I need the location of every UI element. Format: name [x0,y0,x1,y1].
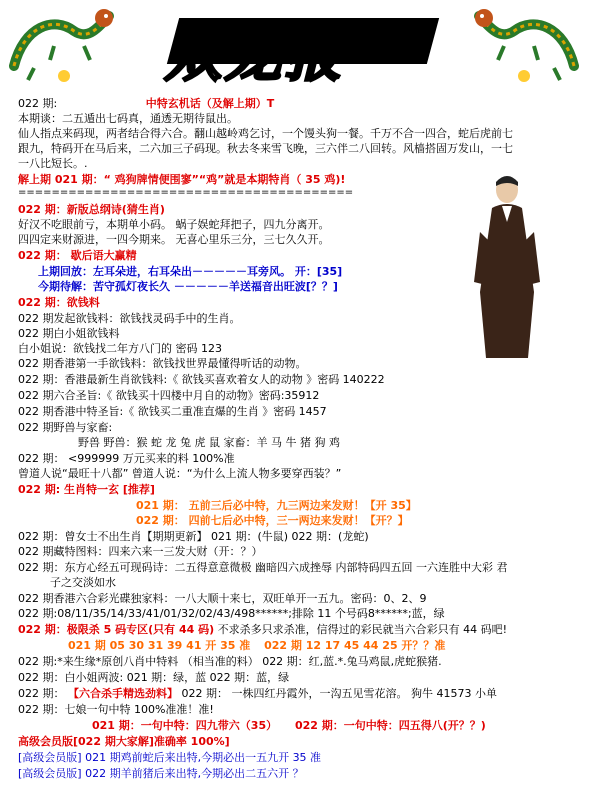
killer-section: 【六合杀手精选劲料】 [68,687,178,700]
line-8: 022 期：新版总纲诗(猜生肖) [18,203,165,216]
line-12 [38,264,342,279]
line-5: 一八比短长。. [18,157,88,170]
last-period-text: 上期回放：左耳朵进，右耳朵出－－－－－耳旁风。 [38,265,291,278]
line-26: 022 期: 生肖特一玄 [推荐] [18,483,155,496]
line-43: [高级会员版] 021 期鸡前蛇后来出特,今期必出一五九开 35 准 [18,751,322,764]
line-21: 022 期香港中特圣旨:《 欲钱买二重准直爆的生肖 》密码 1457 [18,405,327,418]
line-23: 野兽 野兽：猴 蛇 龙 兔 虎 鼠 家畜：羊 马 牛 猪 狗 鸡 [78,436,340,449]
line-39 [18,686,497,701]
line-2: 本期谈：二五遁出七码真，通透无期待鼠出。 [18,112,238,125]
line-14: 022 期：欲钱料 [18,296,100,309]
issue-label: 022 期: [18,97,58,110]
line-25: 曾道人说“最旺十八都” 曾道人说：“为什么上流人物多要穿西装？” [18,467,342,480]
line-16: 022 期白小姐欲钱料 [18,327,120,340]
line-38: 022 期：白小姐两波: 021 期：绿，蓝 022 期：蓝，绿 [18,671,290,684]
line-33: 022 期香港六合彩光碟独家料：一八大顺十来七，双旺单开一五九。密码：0、2、9 [18,592,427,605]
line-37: 022 期:*来生缘*原创八肖中特料 （相当准的料） 022 期：红,蓝.*.兔马鸡鼠,虎蛇猴猪. [18,655,442,668]
section-heading: 中特玄机话（及解上期）T [145,97,275,110]
line-24: 022 期： <999999 万元买来的料 100%准 [18,452,235,465]
line-10: 四四定来财源进，一四今期来。 无喜心里乐三分，三七久久开。 [18,233,330,246]
answer-text: 解上期 021 期：“ 鸡狗牌情便围寥”“鸡”就是本期特肖（ [18,173,302,186]
line-19: 022 期：香港最新生肖欲钱料:《 欲钱买喜欢着女人的动物 》密码 140222 [18,373,385,386]
line-30: 022 期藏特图料：四来六来一三发大财（开：？） [18,545,263,558]
answer-zodiac: 鸡)! [324,173,346,186]
line-42: 高级会员版[022 期大家解]准确率 100%] [18,735,230,748]
right-dragon-icon [474,6,584,86]
line-9: 好汉不吃眼前亏，本期单小码。 蜗子娱蛇拜把子，四九分离开。 [18,218,330,231]
line-27: 021 期： 五前三后必中特，九三两边来发财！【开 35】 [136,499,417,512]
line-15: 022 期发起欲钱料：欲钱找灵码手中的生肖。 [18,312,241,325]
line-22: 022 期野兽与家畜: [18,421,113,434]
page-title: 双龙报 [165,23,345,89]
separator: ======================================== [18,187,354,198]
issue-label: 022 期： [18,687,65,700]
answer-number: 35 [305,173,321,186]
line-32: 子之交淡如水 [50,576,116,589]
next-numbers: 022 期 12 17 45 44 25 开？？准 [264,639,446,652]
line-13: 今期待解：苦守孤灯夜长久 －－－－－羊送福音出旺波[？？] [38,280,338,293]
line-41 [92,718,486,733]
line-11: 022 期： 歇后语大赢精 [18,249,137,262]
line-18: 022 期香港第一手欲钱料：欲钱找世界最懂得听话的动物。 [18,357,307,370]
prev-numbers: 021 期 05 30 31 39 41 开 35 准 [68,639,251,652]
line-44: [高级会员版] 022 期羊前猪后来出特,今期必出二五六开 ？ [18,767,304,780]
next-one-liner: 022 期：一句中特：四五得八(开？？) [294,719,486,732]
line-20: 022 期六合圣旨:《 欲钱买十四楼中月自的动物》密码:35912 [18,389,320,402]
line-40: 022 期：七娘一句中特 100%准准！准! [18,703,214,716]
line-28: 022 期： 四前七后必中特，三一两边来发财！【开？】 [136,514,409,527]
line-35 [18,622,507,637]
line-34: 022 期:08/11/35/14/33/41/01/32/02/43/498******;排除 11 个号码8******;蓝，绿 [18,607,445,620]
line-3: 仙人指点来码现，两者结合得六合。翻山越岭鸡乞讨，一个馒头狗一餐。千万不合一四合，蛇后虎前七 [18,127,513,140]
line-31: 022 期：东方心经五可现码诗：二五得意意微极 幽暗四六成挫辱 内部特码四五回 一六连胜中大彩 君 [18,561,508,574]
line-29: 022 期：曾女士不出生肖【期期更新】 021 期：(牛鼠) 022 期：(龙蛇) [18,530,369,543]
prev-one-liner: 021 期：一句中特：四九带六（35） [92,719,278,732]
kill-zone-title: 022 期：极限杀 5 码专区(只有 44 码) [18,623,215,636]
line-17: 白小姐说：欲钱找二年方八门的 密码 123 [18,342,222,355]
kill-zone-note: 不求杀多只求杀准，信得过的彩民就当六合彩只有 44 码吧! [217,623,508,636]
line-36 [68,638,445,653]
line-4: 跟九，特码开在马后来，二六加三子码现。秋去冬来雪飞晚，三六伴二八回转。风樯搭固万发山，一七 [18,142,513,155]
person-figure [472,172,542,360]
line-6 [18,172,345,187]
line-1 [18,96,274,111]
last-period-result: 开：[35] [294,265,343,278]
killer-text: 022 期： 一株四红丹霞外，一沟五见雪花溶。 狗牛 41573 小单 [181,687,497,700]
left-dragon-icon [4,6,114,86]
